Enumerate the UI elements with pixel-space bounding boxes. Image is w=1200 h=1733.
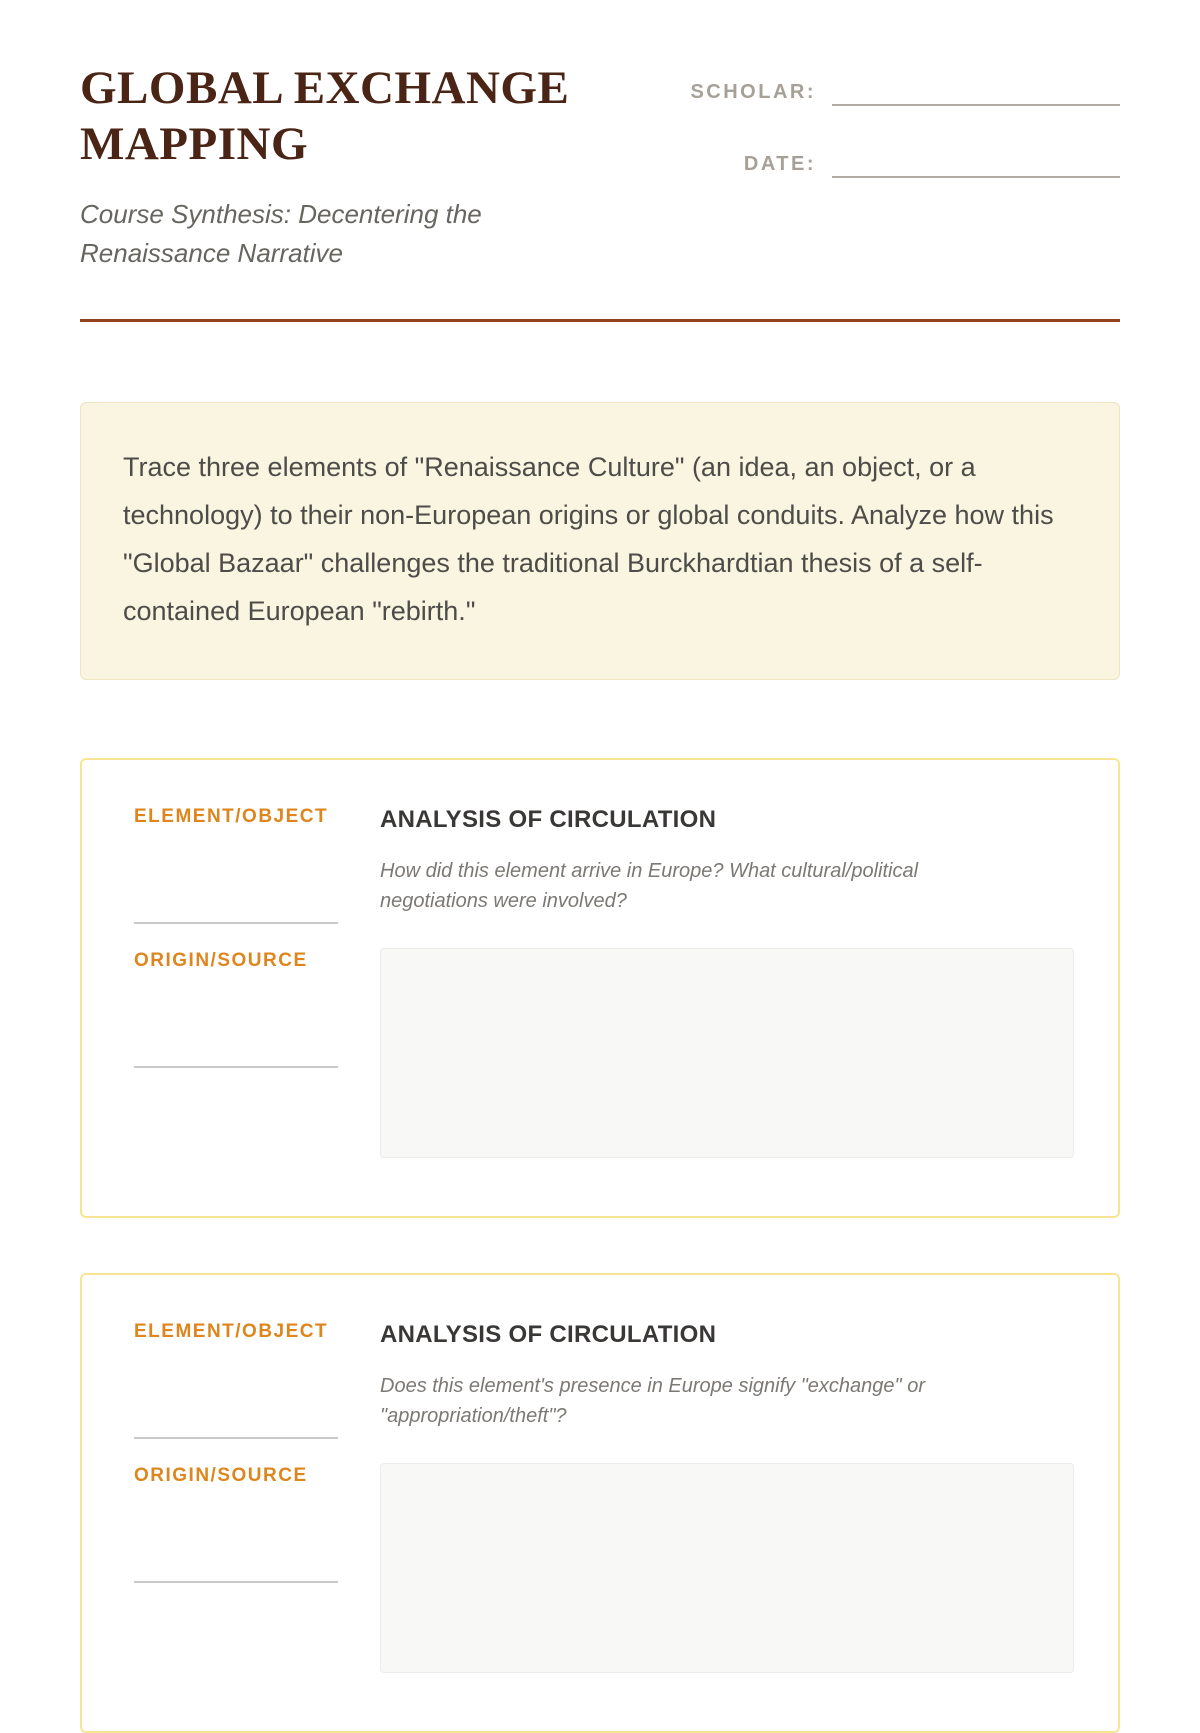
page-title: [80, 60, 569, 173]
card-2-element-field: [134, 1321, 338, 1439]
date-label: DATE:: [743, 153, 816, 175]
card-1-origin-input[interactable]: [134, 972, 338, 1068]
page-subtitle: Course Synthesis: Decentering the Renaissance Narrative: [80, 198, 482, 268]
header: [80, 60, 1120, 273]
card-1-analysis-textarea[interactable]: [380, 948, 1074, 1158]
date-input[interactable]: [832, 148, 1120, 178]
card-2-origin-field: [134, 1465, 338, 1583]
card-2-analysis-helper: Does this element's presence in Europe signify "exchange" or "appropriation/theft"?: [380, 1374, 925, 1427]
card-1-element-label: ELEMENT/OBJECT: [134, 805, 329, 827]
date-field-row: [648, 148, 1120, 178]
name-date-fields: [648, 60, 1120, 178]
card-1-left-column: [134, 806, 338, 1158]
card-1-analysis-column: [380, 806, 1074, 1158]
card-1-analysis-heading: ANALYSIS OF CIRCULATION: [380, 805, 717, 833]
card-1-origin-field: [134, 950, 338, 1068]
card-2-element-label: ELEMENT/OBJECT: [134, 1320, 329, 1342]
card-1-origin-label: ORIGIN/SOURCE: [134, 949, 308, 971]
card-1-element-field: [134, 806, 338, 924]
card-2-analysis-heading: ANALYSIS OF CIRCULATION: [380, 1320, 717, 1348]
exchange-card-2: [80, 1273, 1120, 1733]
card-2-origin-label: ORIGIN/SOURCE: [134, 1464, 308, 1486]
card-2-analysis-textarea[interactable]: [380, 1463, 1074, 1673]
scholar-label: SCHOLAR:: [690, 81, 816, 103]
card-1-analysis-helper: How did this element arrive in Europe? What cultural/political negotiations were involved?: [380, 859, 919, 912]
scholar-input[interactable]: [832, 76, 1120, 106]
card-1-element-input[interactable]: [134, 828, 338, 924]
title-block: [80, 60, 569, 273]
card-2-left-column: [134, 1321, 338, 1673]
exchange-card-1: [80, 758, 1120, 1218]
card-2-origin-input[interactable]: [134, 1487, 338, 1583]
page-title-line-2: MAPPING: [80, 118, 309, 171]
page-title-line-1: GLOBAL EXCHANGE: [80, 62, 570, 114]
card-2-analysis-column: [380, 1321, 1074, 1673]
assignment-prompt-text: Trace three elements of "Renaissance Culture" (an idea, an object, or a technology) to their non-European origins or global conduits. Analyze how this "Global Bazaar" challenges the traditional Burckhardtian thesis of a self-contained European "rebirth.": [123, 451, 1054, 626]
scholar-field-row: [648, 76, 1120, 106]
card-2-element-input[interactable]: [134, 1343, 338, 1439]
assignment-prompt-box: [80, 402, 1120, 680]
header-divider: [80, 319, 1120, 322]
